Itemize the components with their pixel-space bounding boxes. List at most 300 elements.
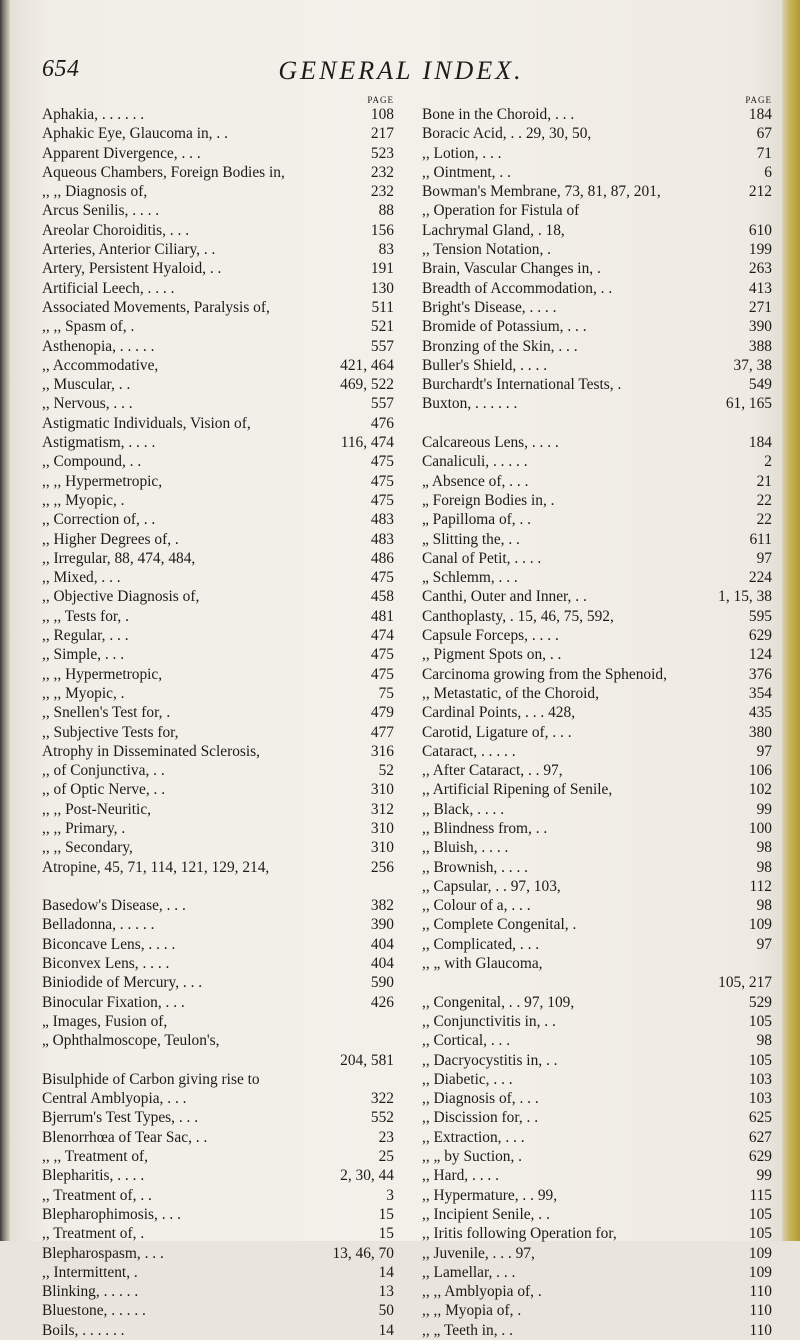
index-pages: 25 xyxy=(378,1148,394,1166)
index-entry xyxy=(422,1147,772,1166)
index-pages: 310 xyxy=(370,839,394,857)
index-term: ,, Mixed, . . . xyxy=(42,569,121,587)
index-term: Buxton, . . . . . . xyxy=(422,395,518,413)
index-pages: 110 xyxy=(749,1283,772,1301)
index-term: Boracic Acid, . . 29, 30, 50, xyxy=(422,125,592,143)
index-entry xyxy=(42,780,394,799)
index-entry xyxy=(422,780,772,799)
index-term: ,, Diagnosis of, . . . xyxy=(422,1090,539,1108)
index-entry xyxy=(422,684,772,703)
index-pages: 611 xyxy=(749,530,772,548)
index-term: ,, Complicated, . . . xyxy=(422,935,540,953)
index-entry xyxy=(422,1089,772,1108)
index-entry xyxy=(422,1031,772,1050)
index-term: Artery, Persistent Hyaloid, . . xyxy=(42,260,222,278)
index-pages: 1, 15, 38 xyxy=(718,588,772,606)
index-entry xyxy=(42,1282,394,1301)
index-term: Associated Movements, Paralysis of, xyxy=(42,298,270,316)
index-pages: 124 xyxy=(748,646,772,664)
index-pages: 88 xyxy=(378,202,394,220)
index-pages: 98 xyxy=(756,1032,772,1050)
index-entry xyxy=(42,761,394,780)
index-pages: 458 xyxy=(370,588,394,606)
index-entry xyxy=(42,144,394,163)
index-pages: 316 xyxy=(370,742,394,760)
index-pages: 390 xyxy=(370,916,394,934)
index-pages: 469, 522 xyxy=(340,376,394,394)
index-pages: 156 xyxy=(370,221,394,239)
index-pages: 115 xyxy=(749,1186,772,1204)
index-entry xyxy=(42,1070,394,1089)
index-term: ,, „ Teeth in, . . xyxy=(422,1321,513,1339)
index-term: Biconvex Lens, . . . . xyxy=(42,955,170,973)
section-gap xyxy=(422,414,772,433)
index-entry xyxy=(42,279,394,298)
index-pages: 108 xyxy=(370,106,394,123)
index-entry xyxy=(42,838,394,857)
index-term: Bluestone, . . . . . xyxy=(42,1302,146,1320)
index-entry xyxy=(42,742,394,761)
index-term: ,, Congenital, . . 97, 109, xyxy=(422,993,575,1011)
index-entry xyxy=(422,915,772,934)
index-pages: 75 xyxy=(378,684,394,702)
index-pages: 6 xyxy=(764,163,772,181)
index-term: ,, Discission for, . . xyxy=(422,1109,539,1127)
index-term: ,, Lamellar, . . . xyxy=(422,1263,516,1281)
index-pages: 105 xyxy=(748,1225,772,1243)
index-pages: 486 xyxy=(370,549,394,567)
index-pages: 354 xyxy=(748,684,772,702)
index-term: ,, Simple, . . . xyxy=(42,646,125,664)
index-entry xyxy=(422,1244,772,1263)
index-entry xyxy=(42,530,394,549)
index-pages: 217 xyxy=(370,125,394,143)
index-term: ,, Accommodative, xyxy=(42,356,159,374)
index-term: ,, Capsular, . . 97, 103, xyxy=(422,877,561,895)
index-entry xyxy=(42,858,394,877)
index-pages: 404 xyxy=(370,955,394,973)
index-entry xyxy=(422,1051,772,1070)
index-term: ,, Juvenile, . . . 97, xyxy=(422,1244,535,1262)
index-entry xyxy=(422,144,772,163)
index-term: Aqueous Chambers, Foreign Bodies in, xyxy=(42,163,285,181)
page-number: 654 xyxy=(42,56,80,82)
index-entry xyxy=(422,163,772,182)
index-term: Blinking, . . . . . xyxy=(42,1283,139,1301)
index-pages: 475 xyxy=(370,646,394,664)
index-pages: 380 xyxy=(748,723,772,741)
index-pages: 14 xyxy=(378,1263,394,1281)
index-pages: 52 xyxy=(378,762,394,780)
index-pages: 199 xyxy=(748,241,772,259)
index-term: ,, Muscular, . . xyxy=(42,376,131,394)
index-entry xyxy=(422,1128,772,1147)
index-term: ,, ,, Diagnosis of, xyxy=(42,183,148,201)
index-term: Calcareous Lens, . . . . xyxy=(422,434,559,452)
index-term: ,, „ by Suction, . xyxy=(422,1148,523,1166)
index-term: Carcinoma growing from the Sphenoid, xyxy=(422,665,667,683)
index-entry xyxy=(42,1147,394,1166)
index-entry xyxy=(422,530,772,549)
index-entry xyxy=(42,375,394,394)
index-pages: 475 xyxy=(370,665,394,683)
index-entry xyxy=(42,491,394,510)
page-right-edge xyxy=(782,0,800,1241)
index-pages: 98 xyxy=(756,897,772,915)
index-entry xyxy=(422,221,772,240)
index-column-left xyxy=(42,94,394,1340)
index-entry xyxy=(422,877,772,896)
index-pages: 610 xyxy=(748,221,772,239)
index-term: ,, Higher Degrees of, . xyxy=(42,530,179,548)
index-term: ,, ,, Treatment of, xyxy=(42,1148,149,1166)
index-entry xyxy=(42,510,394,529)
index-entry xyxy=(42,433,394,452)
index-entry xyxy=(42,124,394,143)
index-entry xyxy=(42,452,394,471)
index-term: Brain, Vascular Changes in, . xyxy=(422,260,601,278)
index-term: ,, Artificial Ripening of Senile, xyxy=(422,781,613,799)
index-entry xyxy=(422,240,772,259)
index-term: ,, Tension Notation, . xyxy=(422,241,552,259)
index-term: Blepharophimosis, . . . xyxy=(42,1205,181,1223)
index-pages: 15 xyxy=(378,1205,394,1223)
index-pages: 67 xyxy=(756,125,772,143)
index-entry xyxy=(422,723,772,742)
index-term: Areolar Choroiditis, . . . xyxy=(42,221,190,239)
index-entry xyxy=(422,337,772,356)
index-pages: 529 xyxy=(748,993,772,1011)
index-term: Bronzing of the Skin, . . . xyxy=(422,337,578,355)
index-entry xyxy=(42,1301,394,1320)
index-pages: 404 xyxy=(370,935,394,953)
index-entry xyxy=(422,472,772,491)
index-pages: 13, 46, 70 xyxy=(332,1244,394,1262)
index-pages: 595 xyxy=(748,607,772,625)
index-entry xyxy=(422,394,772,413)
page-left-edge xyxy=(0,0,10,1241)
index-entry xyxy=(42,182,394,201)
index-pages: 100 xyxy=(748,819,772,837)
index-entry xyxy=(42,1224,394,1243)
index-entry xyxy=(422,800,772,819)
index-pages: 102 xyxy=(748,781,772,799)
index-entry xyxy=(422,838,772,857)
index-term: Buller's Shield, . . . . xyxy=(422,356,548,374)
index-pages: 312 xyxy=(370,800,394,818)
index-entry xyxy=(42,298,394,317)
index-term: Cataract, . . . . . xyxy=(422,742,516,760)
running-head xyxy=(42,56,760,96)
index-entry xyxy=(42,1321,394,1340)
index-entry xyxy=(42,607,394,626)
index-pages: 590 xyxy=(370,974,394,992)
index-pages: 310 xyxy=(370,781,394,799)
index-entry xyxy=(422,665,772,684)
index-term: ,, Pigment Spots on, . . xyxy=(422,646,562,664)
index-pages: 376 xyxy=(748,665,772,683)
index-pages: 21 xyxy=(756,472,772,490)
index-entry xyxy=(422,761,772,780)
index-term: Bjerrum's Test Types, . . . xyxy=(42,1109,199,1127)
index-entry xyxy=(422,452,772,471)
index-pages: 105 xyxy=(748,1012,772,1030)
index-pages: 13 xyxy=(378,1283,394,1301)
index-term: ,, of Optic Nerve, . . xyxy=(42,781,166,799)
index-entry xyxy=(422,607,772,626)
index-term: Burchardt's International Tests, . xyxy=(422,376,622,394)
index-entry xyxy=(422,491,772,510)
index-entry xyxy=(42,414,394,433)
index-term: ,, Nervous, . . . xyxy=(42,395,133,413)
index-pages: 479 xyxy=(370,704,394,722)
index-pages: 110 xyxy=(749,1321,772,1339)
index-term: ,, Ointment, . . xyxy=(422,163,511,181)
index-entry xyxy=(422,1224,772,1243)
index-entry xyxy=(422,124,772,143)
index-entry xyxy=(422,1205,772,1224)
index-pages: 477 xyxy=(370,723,394,741)
index-term: ,, Treatment of, . xyxy=(42,1225,145,1243)
index-pages: 552 xyxy=(370,1109,394,1127)
index-term: ,, Objective Diagnosis of, xyxy=(42,588,200,606)
index-pages: 557 xyxy=(370,337,394,355)
index-entry xyxy=(422,182,772,201)
index-pages: 481 xyxy=(370,607,394,625)
section-gap xyxy=(42,877,394,896)
index-entry xyxy=(422,645,772,664)
index-term: Canal of Petit, . . . . xyxy=(422,549,542,567)
page-title: GENERAL INDEX. xyxy=(278,56,524,85)
index-term: ,, Conjunctivitis in, . . xyxy=(422,1012,556,1030)
index-entry xyxy=(42,317,394,336)
index-entry xyxy=(42,472,394,491)
index-pages: 83 xyxy=(378,241,394,259)
index-entry xyxy=(42,356,394,375)
index-term: Bowman's Membrane, 73, 81, 87, 201, xyxy=(422,183,661,201)
index-pages: 61, 165 xyxy=(725,395,772,413)
index-entry xyxy=(42,665,394,684)
index-entry xyxy=(42,201,394,220)
index-term: ,, Hard, . . . . xyxy=(422,1167,499,1185)
index-pages: 22 xyxy=(756,511,772,529)
index-entry xyxy=(422,626,772,645)
index-term: ,, ,, Post-Neuritic, xyxy=(42,800,152,818)
index-entry xyxy=(422,742,772,761)
index-term: Belladonna, . . . . . xyxy=(42,916,155,934)
index-term: Arteries, Anterior Ciliary, . . xyxy=(42,241,216,259)
page-label: PAGE xyxy=(367,95,394,105)
index-entry xyxy=(42,1244,394,1263)
index-entry xyxy=(422,105,772,124)
index-term: ,, Blindness from, . . xyxy=(422,819,548,837)
index-pages: 224 xyxy=(748,569,772,587)
index-entry xyxy=(422,1012,772,1031)
index-entry xyxy=(42,973,394,992)
index-term: ,, „ with Glaucoma, xyxy=(422,955,543,973)
index-term: Central Amblyopia, . . . xyxy=(42,1090,187,1108)
index-pages: 483 xyxy=(370,530,394,548)
index-entry xyxy=(42,259,394,278)
index-term: ,, ,, Hypermetropic, xyxy=(42,472,163,490)
index-pages: 476 xyxy=(370,414,394,432)
index-term: ,, Bluish, . . . . xyxy=(422,839,509,857)
index-pages: 232 xyxy=(370,163,394,181)
index-entry xyxy=(422,935,772,954)
index-entry xyxy=(422,279,772,298)
index-pages: 109 xyxy=(748,916,772,934)
index-term: Apparent Divergence, . . . xyxy=(42,144,201,162)
index-term: ,, Irregular, 88, 474, 484, xyxy=(42,549,196,567)
index-term: Cardinal Points, . . . 428, xyxy=(422,704,576,722)
index-term: ,, ,, Primary, . xyxy=(42,819,126,837)
index-term: ,, Diabetic, . . . xyxy=(422,1070,513,1088)
index-pages: 50 xyxy=(378,1302,394,1320)
index-pages: 388 xyxy=(748,337,772,355)
index-term: ,, Operation for Fistula of xyxy=(422,202,580,220)
index-term: Aphakic Eye, Glaucoma in, . . xyxy=(42,125,228,143)
index-entry xyxy=(42,1263,394,1282)
index-entry xyxy=(42,915,394,934)
index-pages: 523 xyxy=(370,144,394,162)
index-term: ,, Iritis following Operation for, xyxy=(422,1225,617,1243)
index-entry xyxy=(422,819,772,838)
index-pages: 103 xyxy=(748,1070,772,1088)
index-entry xyxy=(42,896,394,915)
index-pages: 629 xyxy=(748,627,772,645)
index-pages: 130 xyxy=(370,279,394,297)
index-entry xyxy=(42,1205,394,1224)
index-entry xyxy=(422,1321,772,1340)
index-term: ,, ,, Tests for, . xyxy=(42,607,129,625)
index-pages: 14 xyxy=(378,1321,394,1339)
index-entry xyxy=(422,201,772,220)
index-term: Arcus Senilis, . . . . xyxy=(42,202,160,220)
index-term: ,, Dacryocystitis in, . . xyxy=(422,1051,558,1069)
index-term: Breadth of Accommodation, . . xyxy=(422,279,613,297)
index-entry xyxy=(42,1166,394,1185)
index-entry xyxy=(422,375,772,394)
index-entry xyxy=(42,723,394,742)
index-pages: 106 xyxy=(748,762,772,780)
index-entry xyxy=(42,1108,394,1127)
index-pages: 483 xyxy=(370,511,394,529)
index-term: Bromide of Potassium, . . . xyxy=(422,318,587,336)
index-entry xyxy=(42,1051,394,1070)
index-pages: 435 xyxy=(748,704,772,722)
index-entry xyxy=(422,1108,772,1127)
index-term: ,, Complete Congenital, . xyxy=(422,916,577,934)
index-pages: 204, 581 xyxy=(340,1051,394,1069)
index-term: „ Schlemm, . . . xyxy=(422,569,518,587)
index-term: Boils, . . . . . . xyxy=(42,1321,125,1339)
index-term: Biniodide of Mercury, . . . xyxy=(42,974,203,992)
index-pages: 103 xyxy=(748,1090,772,1108)
index-entry xyxy=(42,800,394,819)
index-term: „ Slitting the, . . xyxy=(422,530,520,548)
index-pages: 116, 474 xyxy=(340,434,394,452)
index-entry xyxy=(42,394,394,413)
index-entry xyxy=(42,993,394,1012)
index-term: Canthi, Outer and Inner, . . xyxy=(422,588,587,606)
index-pages: 2, 30, 44 xyxy=(340,1167,394,1185)
index-entry xyxy=(42,587,394,606)
index-term: ,, After Cataract, . . 97, xyxy=(422,762,563,780)
index-entry xyxy=(422,298,772,317)
index-entry xyxy=(42,1012,394,1031)
index-term: Blepharospasm, . . . xyxy=(42,1244,164,1262)
index-entry xyxy=(42,684,394,703)
index-entry xyxy=(42,1089,394,1108)
index-pages: 23 xyxy=(378,1128,394,1146)
index-pages: 557 xyxy=(370,395,394,413)
index-term: „ Absence of, . . . xyxy=(422,472,529,490)
index-entry xyxy=(422,317,772,336)
index-term: Artificial Leech, . . . . xyxy=(42,279,175,297)
index-entry xyxy=(422,568,772,587)
index-pages: 382 xyxy=(370,897,394,915)
index-term: Basedow's Disease, . . . xyxy=(42,897,186,915)
index-term: ,, ,, Myopic, . xyxy=(42,684,125,702)
index-pages: 421, 464 xyxy=(340,356,394,374)
index-pages: 475 xyxy=(370,453,394,471)
index-entry xyxy=(422,1263,772,1282)
index-term: ,, Correction of, . . xyxy=(42,511,156,529)
index-entry xyxy=(422,356,772,375)
index-pages: 2 xyxy=(764,453,772,471)
index-term: Asthenopia, . . . . . xyxy=(42,337,155,355)
index-term: ,, Subjective Tests for, xyxy=(42,723,179,741)
index-pages: 105 xyxy=(748,1051,772,1069)
index-entry xyxy=(42,626,394,645)
index-term: ,, ,, Secondary, xyxy=(42,839,133,857)
index-term: ,, ,, Spasm of, . xyxy=(42,318,135,336)
index-term: ,, Cortical, . . . xyxy=(422,1032,511,1050)
index-term: Astigmatic Individuals, Vision of, xyxy=(42,414,251,432)
index-entry xyxy=(42,549,394,568)
index-entry xyxy=(42,1128,394,1147)
index-entry xyxy=(42,337,394,356)
index-term: ,, Lotion, . . . xyxy=(422,144,502,162)
index-term: „ Foreign Bodies in, . xyxy=(422,491,555,509)
index-term: Blenorrhœa of Tear Sac, . . xyxy=(42,1128,208,1146)
index-term: Astigmatism, . . . . xyxy=(42,434,156,452)
index-term: ,, Regular, . . . xyxy=(42,627,129,645)
index-pages: 627 xyxy=(748,1128,772,1146)
index-pages: 390 xyxy=(748,318,772,336)
index-term: Blepharitis, . . . . xyxy=(42,1167,145,1185)
index-term: Canaliculi, . . . . . xyxy=(422,453,528,471)
index-entry xyxy=(422,993,772,1012)
index-pages: 15 xyxy=(378,1225,394,1243)
index-pages: 109 xyxy=(748,1263,772,1281)
index-term: ,, Hypermature, . . 99, xyxy=(422,1186,558,1204)
index-term: ,, Metastatic, of the Choroid, xyxy=(422,684,599,702)
index-term: ,, Extraction, . . . xyxy=(422,1128,525,1146)
index-entry xyxy=(42,568,394,587)
index-pages: 475 xyxy=(370,569,394,587)
index-entry xyxy=(42,935,394,954)
index-term: ,, ,, Myopic, . xyxy=(42,491,125,509)
index-entry xyxy=(422,896,772,915)
index-term: ,, ,, Hypermetropic, xyxy=(42,665,163,683)
index-pages: 109 xyxy=(748,1244,772,1262)
index-pages: 184 xyxy=(748,106,772,123)
index-pages: 105, 217 xyxy=(718,974,772,992)
index-term: Biconcave Lens, . . . . xyxy=(42,935,176,953)
index-entry xyxy=(422,587,772,606)
index-entry xyxy=(422,510,772,529)
